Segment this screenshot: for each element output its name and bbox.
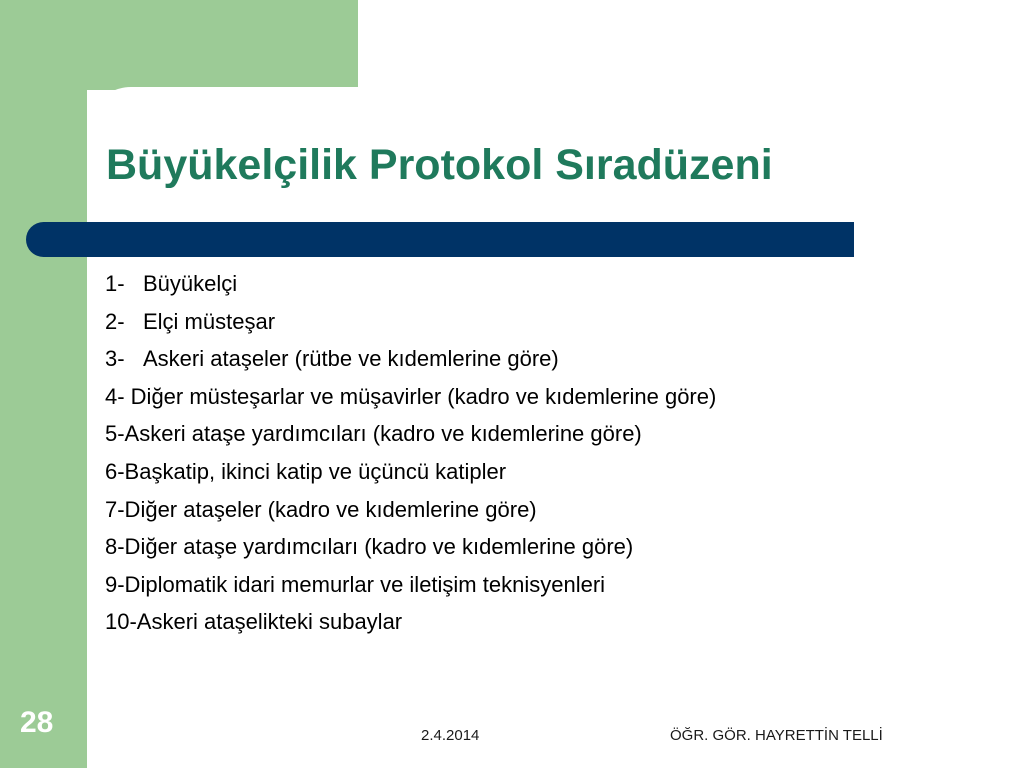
list-item-number: 1-: [105, 271, 125, 296]
footer-author: ÖĞR. GÖR. HAYRETTİN TELLİ: [670, 727, 883, 744]
protocol-order-list: [105, 265, 716, 641]
list-item-text: Elçi müsteşar: [143, 308, 276, 334]
footer-date: 2.4.2014: [421, 727, 480, 744]
list-item: [105, 340, 716, 378]
list-item: [105, 603, 716, 641]
list-item-number: 3-: [105, 346, 125, 372]
list-item-number: 2-: [105, 308, 125, 334]
list-item-text: 4- Diğer müsteşarlar ve müşavirler (kadro ve kıdemlerine göre): [105, 383, 717, 409]
list-item-text: 8-Diğer ataşe yardımcıları (kadro ve kıdemlerine göre): [105, 534, 634, 560]
green-sidebar: [0, 0, 87, 768]
title-divider-bar: [26, 222, 854, 257]
slide-title: Büyükelçilik Protokol Sıradüzeni: [106, 141, 773, 189]
list-item: [105, 265, 716, 303]
list-item-text: 10-Askeri ataşelikteki subaylar: [105, 609, 403, 635]
list-item-text: 9-Diplomatik idari memurlar ve iletişim teknisyenleri: [105, 571, 606, 597]
list-item-text: 5-Askeri ataşe yardımcıları (kadro ve kıdemlerine göre): [105, 421, 642, 447]
list-item: [105, 378, 716, 416]
list-item: [105, 566, 716, 604]
list-item: [105, 415, 716, 453]
list-item-text: 7-Diğer ataşeler (kadro ve kıdemlerine göre): [105, 496, 537, 522]
list-item-text: Askeri ataşeler (rütbe ve kıdemlerine göre): [143, 346, 559, 372]
list-item: [105, 528, 716, 566]
list-item: [105, 453, 716, 491]
list-item-text: 6-Başkatip, ikinci katip ve üçüncü katipler: [105, 458, 507, 484]
list-item: [105, 303, 716, 341]
list-item: [105, 491, 716, 529]
slide-number: 28: [20, 706, 54, 739]
list-item-text: Büyükelçi: [143, 271, 238, 296]
